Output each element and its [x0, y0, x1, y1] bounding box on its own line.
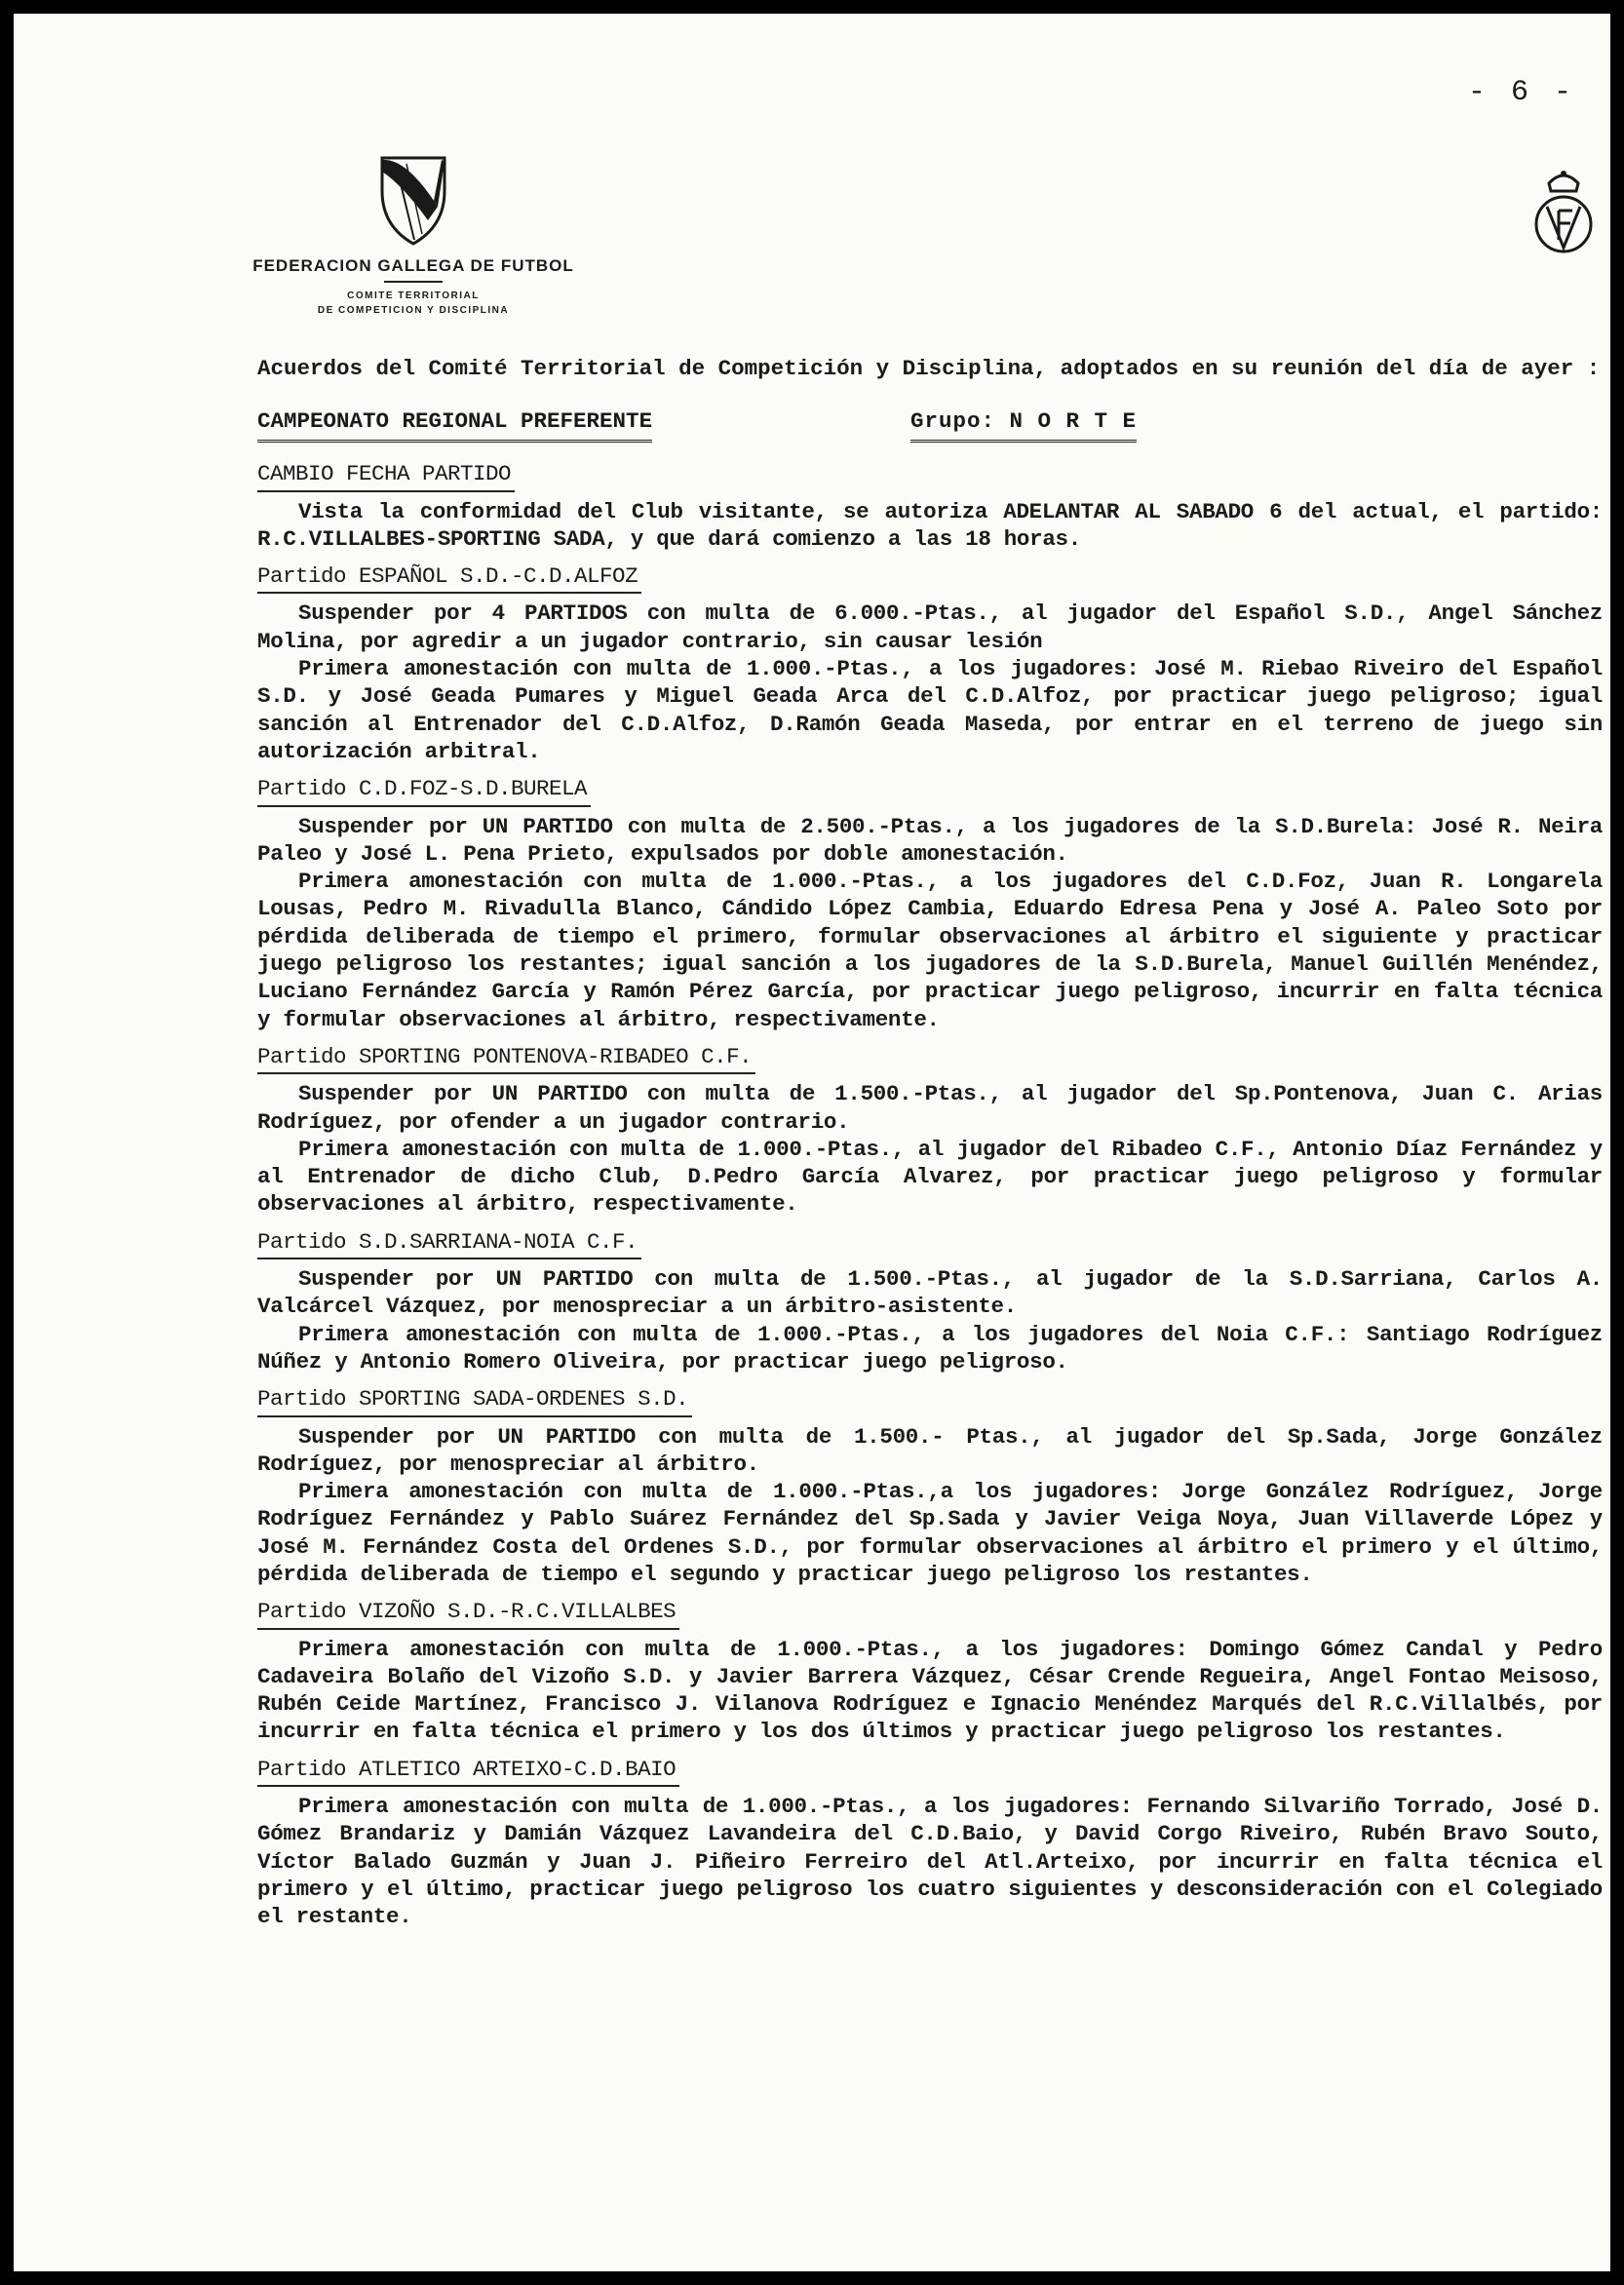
royal-federation-crest-icon — [1529, 162, 1598, 259]
section-paragraph: Primera amonestación con multa de 1.000.-Ptas., a los jugadores: Domingo Gómez Candal y Pedro Cadaveira Bolaño del Vizoño S.D. y Javier Barrera Vázquez, César Crende Regueira, Angel Fontao Meisoso, Rubén Ceide Martínez, Francisco J. Vilanova Rodríguez e Ignacio Menéndez Marqués del R.C.Villalbés, por incurrir en falta técnica el primero y los dos últimos y practicar juego peligroso los restantes. — [257, 1636, 1603, 1745]
section-title: Partido VIZOÑO S.D.-R.C.VILLALBES — [257, 1598, 679, 1629]
page-number: - 6 - — [1467, 76, 1575, 109]
section-paragraph: Primera amonestación con multa de 1.000.-Ptas., a los jugadores del C.D.Foz, Juan R. Longarela Lousas, Pedro M. Rivadulla Blanco, Cándido López Cambia, Eduardo Edresa Pena y José A. Paleo Soto por pérdida deliberada de tiempo el primero, formular observaciones al árbitro el siguiente y practicar juego peligroso los restantes; igual sanción a los jugadores de la S.D.Burela, Manuel Guillén Menéndez, Luciano Fernández García y Ramón Pérez García, por practicar juego peligroso, incurrir en falta técnica y formular observaciones al árbitro, respectivamente. — [257, 869, 1603, 1032]
section-paragraph: Suspender por UN PARTIDO con multa de 2.500.-Ptas., a los jugadores de la S.D.Burela: José R. Neira Paleo y José L. Pena Prieto, expulsados por doble amonestación. — [257, 813, 1603, 867]
section-paragraph: Primera amonestación con multa de 1.000.-Ptas., a los jugadores: Fernando Silvariño Torrado, José D. Gómez Brandariz y Damián Vázquez Lavandeira del C.D.Baio, y David Corgo Riveiro, Rubén Bravo Souto, Víctor Balado Guzmán y Juan J. Piñeiro Ferreiro del Atl.Arteixo, por incurrir en falta técnica el primero y el último, practicar juego peligroso los cuatro siguientes y desconsideración con el Colegiado el restante. — [257, 1794, 1603, 1930]
committee-line-1: COMITE TERRITORIAL — [347, 290, 480, 301]
section-paragraph: Primera amonestación con multa de 1.000.-Ptas., a los jugadores: José M. Riebao Riveiro del Español S.D. y José Geada Pumares y Miguel Geada Arca del C.D.Alfoz, por practicar juego peligroso; igual sanción al Entrenador del C.D.Alfoz, D.Ramón Geada Maseda, por entrar en el terreno de juego sin autorización arbitral. — [257, 656, 1603, 764]
federation-shield-icon — [377, 150, 449, 248]
section — [257, 450, 1603, 553]
committee-line-2: DE COMPETICION Y DISCIPLINA — [317, 305, 510, 316]
section-paragraph: Primera amonestación con multa de 1.000.-Ptas.,a los jugadores: Jorge González Rodríguez, Jorge Rodríguez Fernández y Pablo Suárez Fernández del Sp.Sada y Javier Veiga Noya, Juan Villaverde López y José M. Fernández Costa del Ordenes S.D., por formular observaciones al árbitro el primero y el último, pérdida deliberada de tiempo el segundo y practicar juego peligroso los restantes. — [257, 1479, 1603, 1587]
championship-row — [257, 407, 1603, 450]
section — [257, 1375, 1603, 1588]
section — [257, 1219, 1603, 1375]
header-divider — [384, 281, 443, 283]
section-title: Partido SPORTING PONTENOVA-RIBADEO C.F. — [257, 1043, 755, 1074]
championship-title: CAMPEONATO REGIONAL PREFERENTE — [257, 407, 652, 442]
section — [257, 1033, 1603, 1219]
section-paragraph: Primera amonestación con multa de 1.000.-Ptas., al jugador del Ribadeo C.F., Antonio Díaz Fernández y al Entrenador de dicho Club, D.Pedro García Alvarez, por practicar juego peligroso y formular observaciones al árbitro, respectivamente. — [257, 1136, 1603, 1218]
section-title: Partido ESPAÑOL S.D.-C.D.ALFOZ — [257, 562, 641, 594]
section-title: Partido ATLETICO ARTEIXO-C.D.BAIO — [257, 1756, 679, 1787]
document-body — [257, 355, 1603, 1931]
section-paragraph: Vista la conformidad del Club visitante, se autoriza ADELANTAR AL SABADO 6 del actual, el partido: R.C.VILLALBES-SPORTING SADA, y que dará comienzo a las 18 horas. — [257, 498, 1603, 552]
sections-list — [257, 450, 1603, 1930]
intro-text: Acuerdos del Comité Territorial de Competición y Disciplina, adoptados en su reunión del día de ayer : — [257, 356, 1601, 381]
federation-name: FEDERACION GALLEGA DE FUTBOL — [252, 256, 574, 275]
section-title: CAMBIO FECHA PARTIDO — [257, 460, 515, 491]
section-title: Partido C.D.FOZ-S.D.BURELA — [257, 775, 591, 806]
section-title: Partido SPORTING SADA-ORDENES S.D. — [257, 1385, 692, 1416]
section-paragraph: Suspender por 4 PARTIDOS con multa de 6.000.-Ptas., al jugador del Español S.D., Angel Sánchez Molina, por agredir a un jugador contrario, sin causar lesión — [257, 600, 1603, 654]
federation-header — [248, 150, 579, 318]
document-page — [14, 14, 1610, 2271]
section-title: Partido S.D.SARRIANA-NOIA C.F. — [257, 1228, 641, 1259]
section — [257, 1588, 1603, 1745]
section-paragraph: Primera amonestación con multa de 1.000.-Ptas., a los jugadores del Noia C.F.: Santiago Rodríguez Núñez y Antonio Romero Oliveira, por practicar juego peligroso. — [257, 1321, 1603, 1375]
section-paragraph: Suspender por UN PARTIDO con multa de 1.500.-Ptas., al jugador de la S.D.Sarriana, Carlos A. Valcárcel Vázquez, por menospreciar a un árbitro-asistente. — [257, 1266, 1603, 1320]
group-title: Grupo: N O R T E — [910, 407, 1137, 442]
section — [257, 1746, 1603, 1931]
section — [257, 765, 1603, 1033]
section-paragraph: Suspender por UN PARTIDO con multa de 1.500.-Ptas., al jugador del Sp.Pontenova, Juan C. Arias Rodríguez, por ofender a un jugador contrario. — [257, 1081, 1603, 1135]
section — [257, 553, 1603, 765]
section-paragraph: Suspender por UN PARTIDO con multa de 1.500.- Ptas., al jugador del Sp.Sada, Jorge González Rodríguez, por menospreciar al árbitro. — [257, 1423, 1603, 1477]
